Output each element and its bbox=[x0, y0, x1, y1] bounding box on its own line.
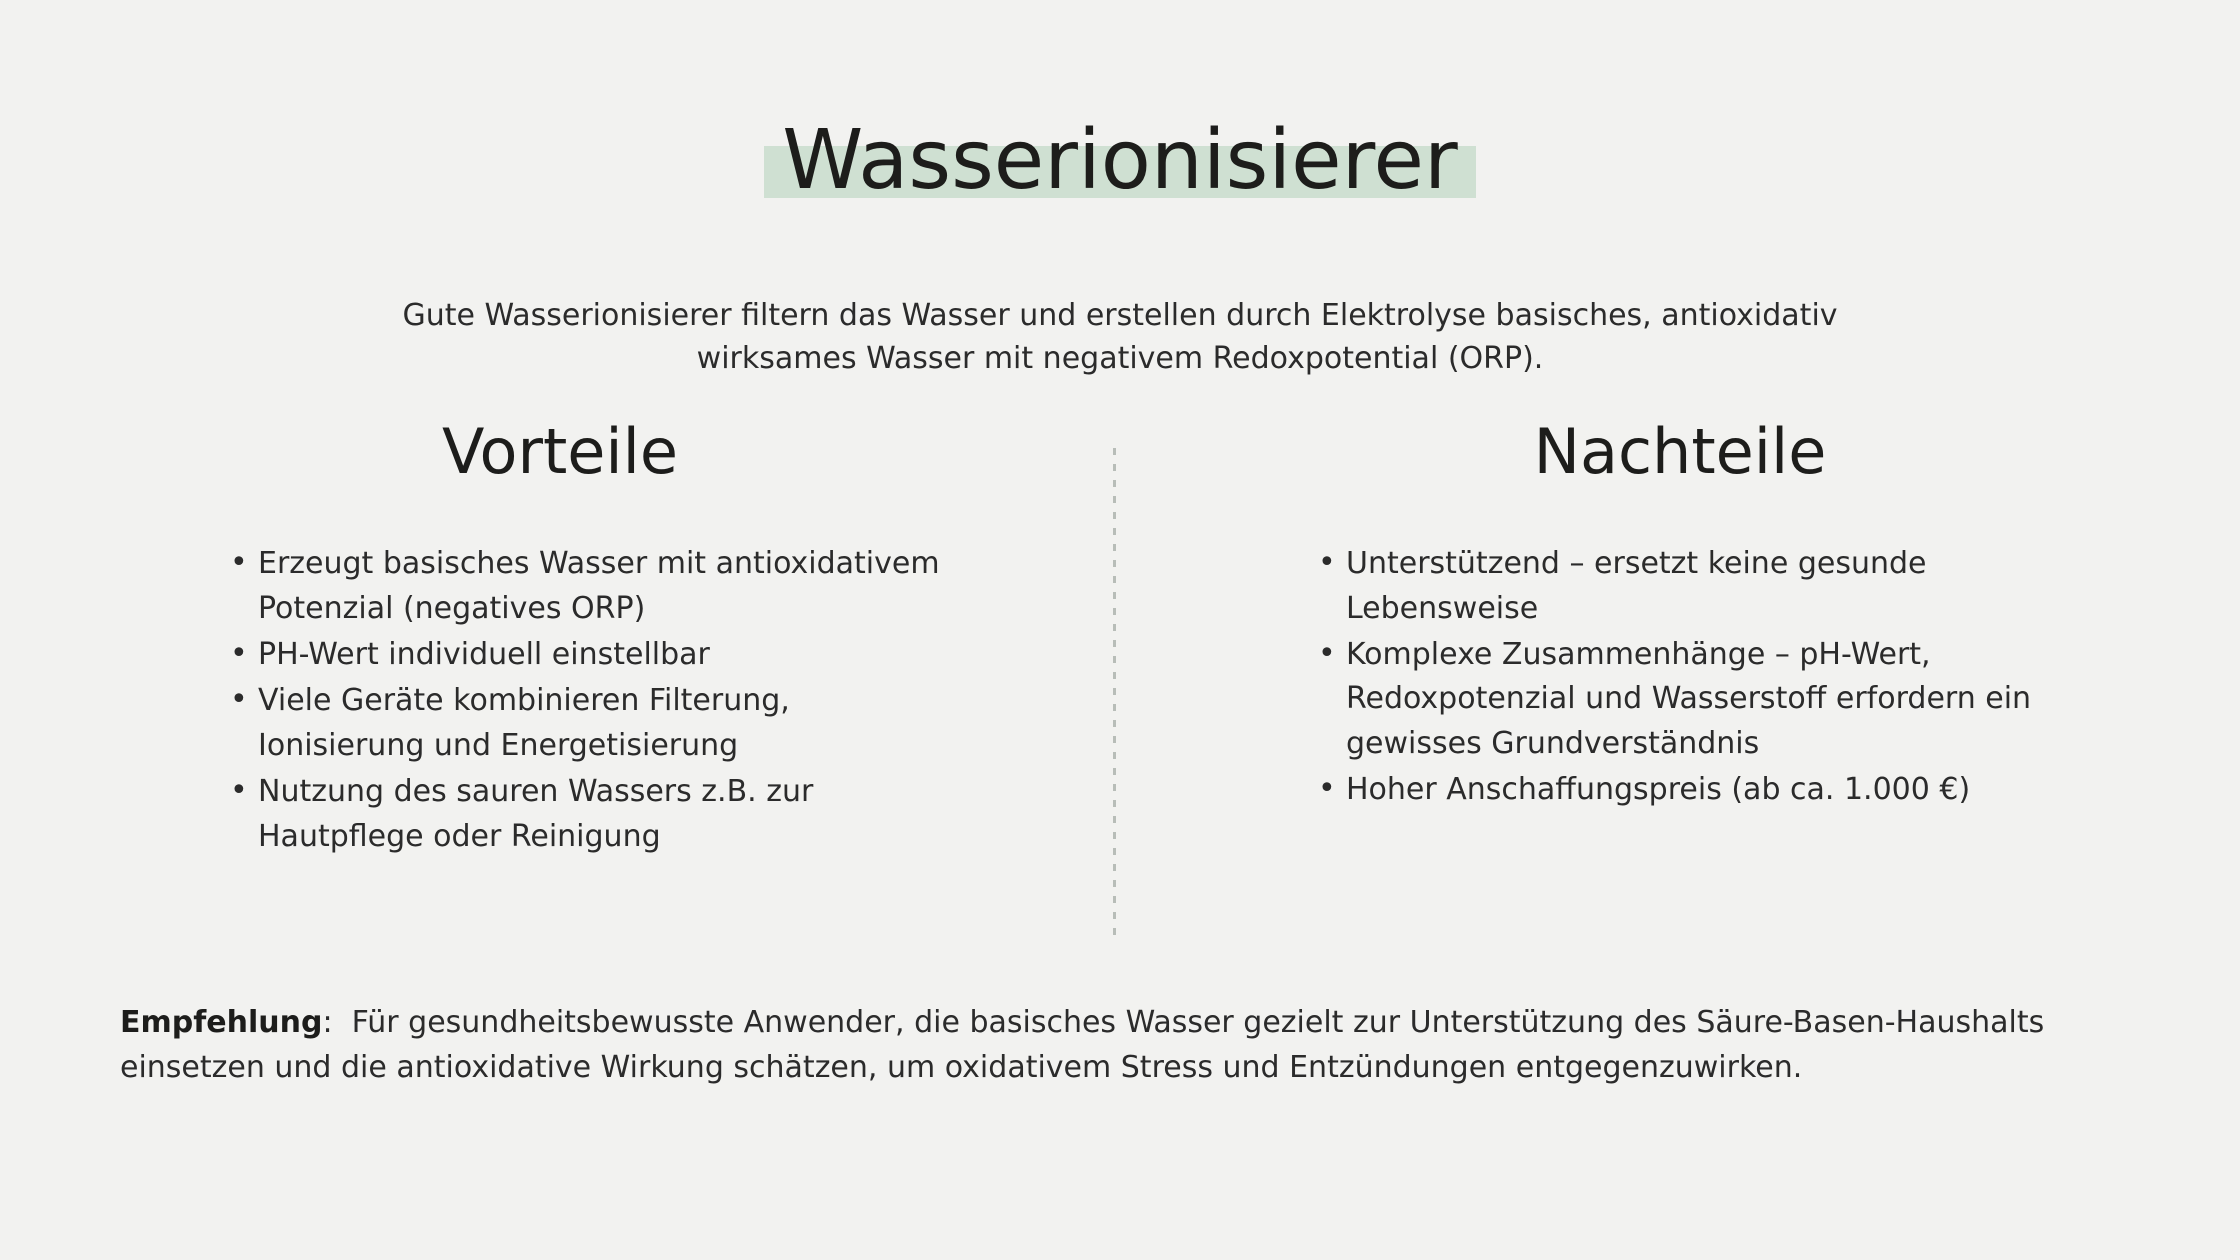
list-item: • Viele Geräte kombinieren Filterung, Ionisierung und Energetisierung bbox=[222, 679, 942, 768]
pros-heading: Vorteile bbox=[441, 415, 679, 488]
list-item: • Komplexe Zusammenhänge – pH-Wert, Redoxpotenzial und Wasserstoff erfordern ein gewisses Grundverständnis bbox=[1310, 633, 2100, 766]
title-inner bbox=[764, 113, 1475, 208]
list-item: • PH-Wert individuell einstellbar bbox=[222, 633, 942, 677]
cons-list bbox=[1310, 542, 2100, 812]
list-item: • Nutzung des sauren Wassers z.B. zur Hautpflege oder Reinigung bbox=[222, 770, 942, 859]
pros-column bbox=[0, 415, 1120, 861]
cons-heading: Nachteile bbox=[1533, 415, 1827, 488]
title-text: Wasserionisierer bbox=[782, 113, 1458, 208]
comparison-columns bbox=[0, 415, 2240, 861]
list-item: • Erzeugt basisches Wasser mit antioxidativem Potenzial (negatives ORP) bbox=[222, 542, 942, 631]
list-item: • Unterstützend – ersetzt keine gesunde Lebensweise bbox=[1310, 542, 2100, 631]
recommendation-text: Für gesundheitsbewusste Anwender, die basisches Wasser gezielt zur Unterstützung des Säure-Basen-Haushalts einsetzen und die antioxidative Wirkung schätzen, um oxidativem Stress und Entzündungen entgegenzuwirken. bbox=[120, 1005, 2045, 1085]
cons-column bbox=[1120, 415, 2240, 861]
recommendation-separator: : bbox=[322, 1005, 333, 1040]
subtitle-text: Gute Wasserionisierer filtern das Wasser und erstellen durch Elektrolyse basisches, antioxidativ wirksames Wasser mit negativem Redoxpotential (ORP). bbox=[402, 298, 1838, 376]
page-title bbox=[0, 113, 2240, 208]
recommendation-block bbox=[120, 1000, 2130, 1090]
recommendation-label: Empfehlung bbox=[120, 1005, 323, 1040]
list-item: • Hoher Anschaffungspreis (ab ca. 1.000 €) bbox=[1310, 768, 2100, 812]
pros-list bbox=[222, 542, 942, 859]
